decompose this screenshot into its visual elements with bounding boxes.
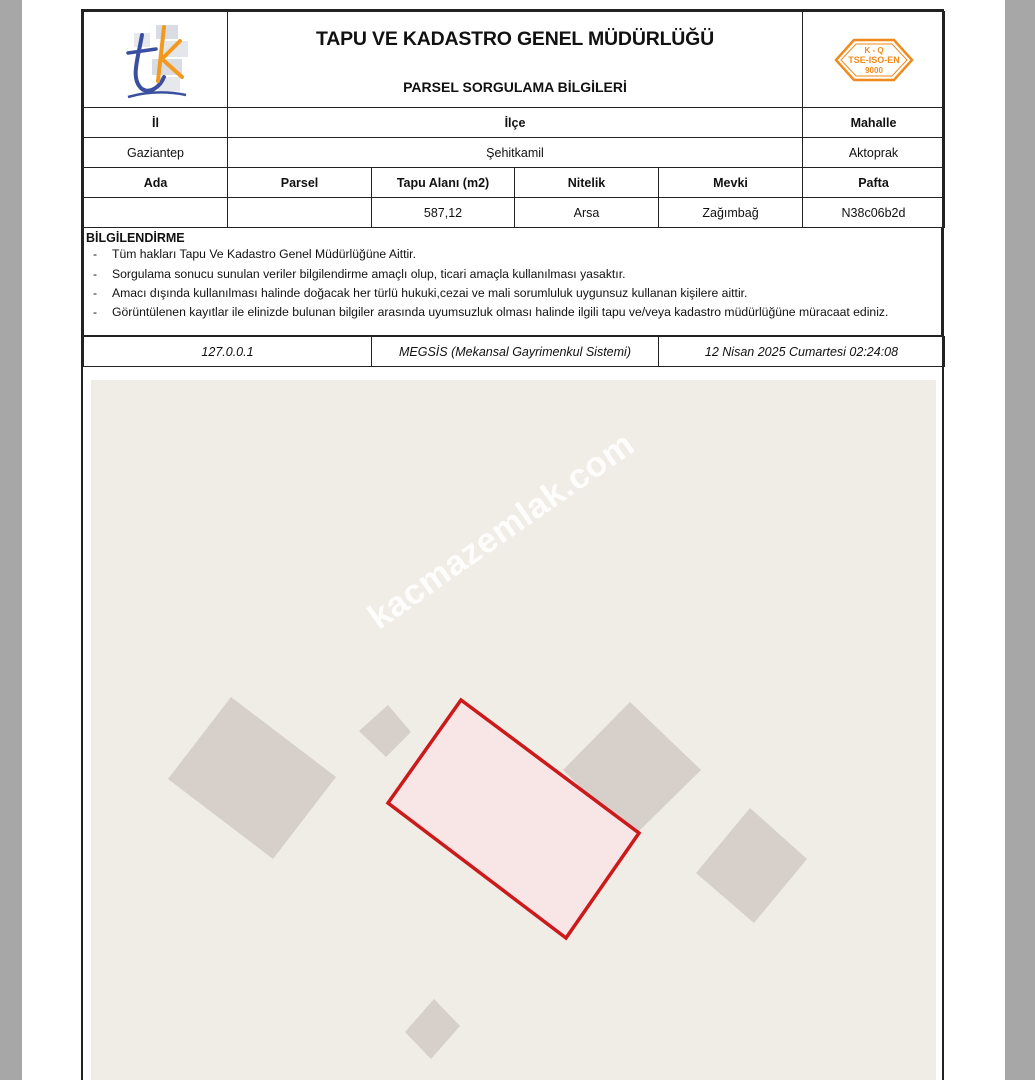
mevki-label: Mevki (659, 168, 803, 198)
pafta-value: N38c06b2d (803, 198, 945, 228)
alan-label: Tapu Alanı (m2) (372, 168, 515, 198)
footer-datetime: 12 Nisan 2025 Cumartesi 02:24:08 (659, 337, 945, 367)
ada-value (84, 198, 228, 228)
footer-table (83, 336, 945, 367)
watermark-text: kacmazemlak.com (361, 424, 642, 637)
pafta-label: Pafta (803, 168, 945, 198)
il-value: Gaziantep (84, 138, 228, 168)
parcel-query-document (81, 9, 944, 1080)
mahalle-value: Aktoprak (803, 138, 945, 168)
svg-text:K - Q: K - Q (863, 45, 884, 55)
building-footprint (696, 808, 807, 923)
tkgm-logo-cell (84, 12, 228, 108)
info-item: - Tüm hakları Tapu Ve Kadastro Genel Müdürlüğüne Aittir. (86, 247, 939, 262)
info-item: - Görüntülenen kayıtlar ile elinizde bulunan bilgiler arasında uyumsuzluk olması halinde ilgili tapu ve/veya kadastro müdürlüğüne müracaat ediniz. (86, 306, 939, 318)
info-section (83, 228, 942, 336)
nitelik-value: Arsa (515, 198, 659, 228)
svg-text:TSE-ISO-EN: TSE-ISO-EN (847, 54, 900, 65)
nitelik-label: Nitelik (515, 168, 659, 198)
building-footprint (405, 999, 460, 1059)
title-cell (228, 12, 803, 108)
ilce-label: İlçe (228, 108, 803, 138)
alan-value: 587,12 (372, 198, 515, 228)
parsel-value (228, 198, 372, 228)
tse-seal-cell (803, 12, 945, 108)
mahalle-label: Mahalle (803, 108, 945, 138)
footer-system: MEGSİS (Mekansal Gayrimenkul Sistemi) (372, 337, 659, 367)
building-footprint (359, 705, 411, 757)
map-drawing (91, 380, 936, 1080)
info-title: BİLGİLENDİRME (86, 231, 185, 245)
tkgm-logo (116, 19, 196, 105)
document-subtitle: PARSEL SORGULAMA BİLGİLERİ (403, 78, 627, 95)
svg-text:9000: 9000 (864, 65, 883, 75)
parsel-label: Parsel (228, 168, 372, 198)
mevki-value: Zağımbağ (659, 198, 803, 228)
tse-iso-seal (832, 36, 916, 84)
viewer-left-edge (0, 0, 22, 1080)
info-item: - Sorgulama sonucu sunulan veriler bilgilendirme amaçlı olup, ticari amaçla kullanılması yasaktır. (86, 267, 939, 282)
building-footprint (168, 697, 336, 859)
info-list (86, 247, 939, 318)
document-page (22, 0, 1005, 1080)
viewer-right-edge (1005, 0, 1035, 1080)
info-item: - Amacı dışında kullanılması halinde doğacak her türlü hukuki,cezai ve mali sorumluluk uygunsuz kullanan kişilere aittir. (86, 286, 939, 301)
ada-label: Ada (84, 168, 228, 198)
parcel-map (91, 380, 936, 1080)
footer-ip: 127.0.0.1 (84, 337, 372, 367)
document-title: TAPU VE KADASTRO GENEL MÜDÜRLÜĞÜ (315, 27, 715, 50)
il-label: İl (84, 108, 228, 138)
ilce-value: Şehitkamil (228, 138, 803, 168)
header-table (83, 11, 945, 228)
